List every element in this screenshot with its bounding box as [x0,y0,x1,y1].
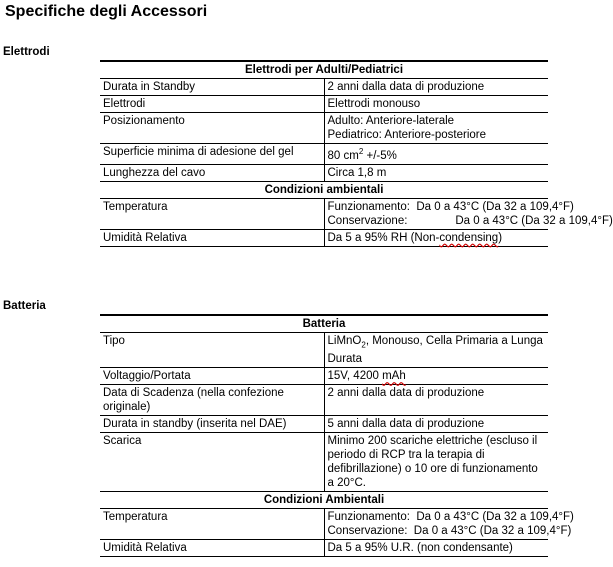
row-value: Minimo 200 scariche elettriche (escluso il periodo di RCP tra la terapia di defibrillazione) o 10 ore di funzionamento a 20°C. [324,433,548,492]
electrodes-table [100,60,613,247]
table-row [100,385,548,416]
value-line: Conservazione: Da 0 a 43°C (Da 32 a 109,4°F) [327,525,572,538]
row-label: Lunghezza del cavo [100,164,324,181]
table-row [100,164,548,181]
spellcheck-word: condensing [439,231,499,244]
row-label: Scarica [100,433,324,492]
row-value: 5 anni dalla data di produzione [324,416,548,433]
row-label: Temperatura [100,509,324,540]
row-label: Umidità Relativa [100,540,324,557]
table-row [100,368,548,385]
row-label: Voltaggio/Portata [100,368,324,385]
table-row [100,416,548,433]
table-row [100,509,548,540]
row-value [324,368,548,385]
table-row [100,229,548,246]
value-line: Adulto: Anteriore-laterale [327,115,455,127]
table-row [100,433,548,492]
row-label: Durata in Standby [100,79,324,96]
table-row [100,144,548,165]
table-row [100,113,548,144]
table-row [100,79,548,96]
value-text: ) [498,231,503,244]
value-text: LiMnO [327,335,362,347]
row-label: Data di Scadenza (nella confezione originale) [100,385,324,416]
value-text: 15V, 4200 [327,370,383,383]
env-header: Condizioni ambientali [100,181,548,198]
page-title: Specifiche degli Accessori [5,3,208,20]
battery-header: Batteria [100,315,548,333]
row-label: Tipo [100,333,324,368]
value-text: Da 5 a 95% RH (Non- [327,231,440,244]
env-header: Condizioni Ambientali [100,492,548,509]
row-label: Elettrodi [100,96,324,113]
value-line: Conservazione: Da 0 a 43°C (Da 32 a 109,4°F) [327,214,613,227]
value-line: Funzionamento: Da 0 a 43°C (Da 32 a 109,4°F) [327,200,574,213]
table-row [100,540,548,557]
row-value: 2 anni dalla data di produzione [324,385,548,416]
row-label: Umidità Relativa [100,229,324,246]
value-line: Funzionamento: Da 0 a 43°C (Da 32 a 109,4°F) [327,511,574,524]
row-value: 2 anni dalla data di produzione [324,79,548,96]
value-line: Pediatrico: Anteriore-posteriore [327,129,487,141]
value-text: +/-5% [363,149,397,162]
row-value [324,509,574,540]
electrodes-header: Elettrodi per Adulti/Pediatrici [100,61,548,79]
row-value [324,229,548,246]
table-row [100,333,548,368]
row-value [324,333,548,368]
subscript: 2 [361,340,366,350]
row-value: Da 5 a 95% U.R. (non condensante) [324,540,548,557]
row-value [324,113,548,144]
row-label: Posizionamento [100,113,324,144]
row-value: Circa 1,8 m [324,164,548,181]
row-label: Temperatura [100,198,324,229]
spellcheck-word: mAh [382,370,406,383]
battery-table [100,314,574,557]
row-value: Elettrodi monouso [324,96,548,113]
table-row [100,198,548,229]
table-row [100,96,548,113]
value-text: , Monouso, Cella Primaria a Lunga Durata [327,335,543,366]
superscript: 2 [358,147,364,156]
section-title-battery: Batteria [3,300,46,312]
row-label: Superficie minima di adesione del gel [100,144,324,165]
row-label: Durata in standby (inserita nel DAE) [100,416,324,433]
value-text: 80 cm [327,149,359,162]
row-value [324,198,613,229]
row-value [324,144,548,165]
section-title-electrodes: Elettrodi [3,46,50,58]
